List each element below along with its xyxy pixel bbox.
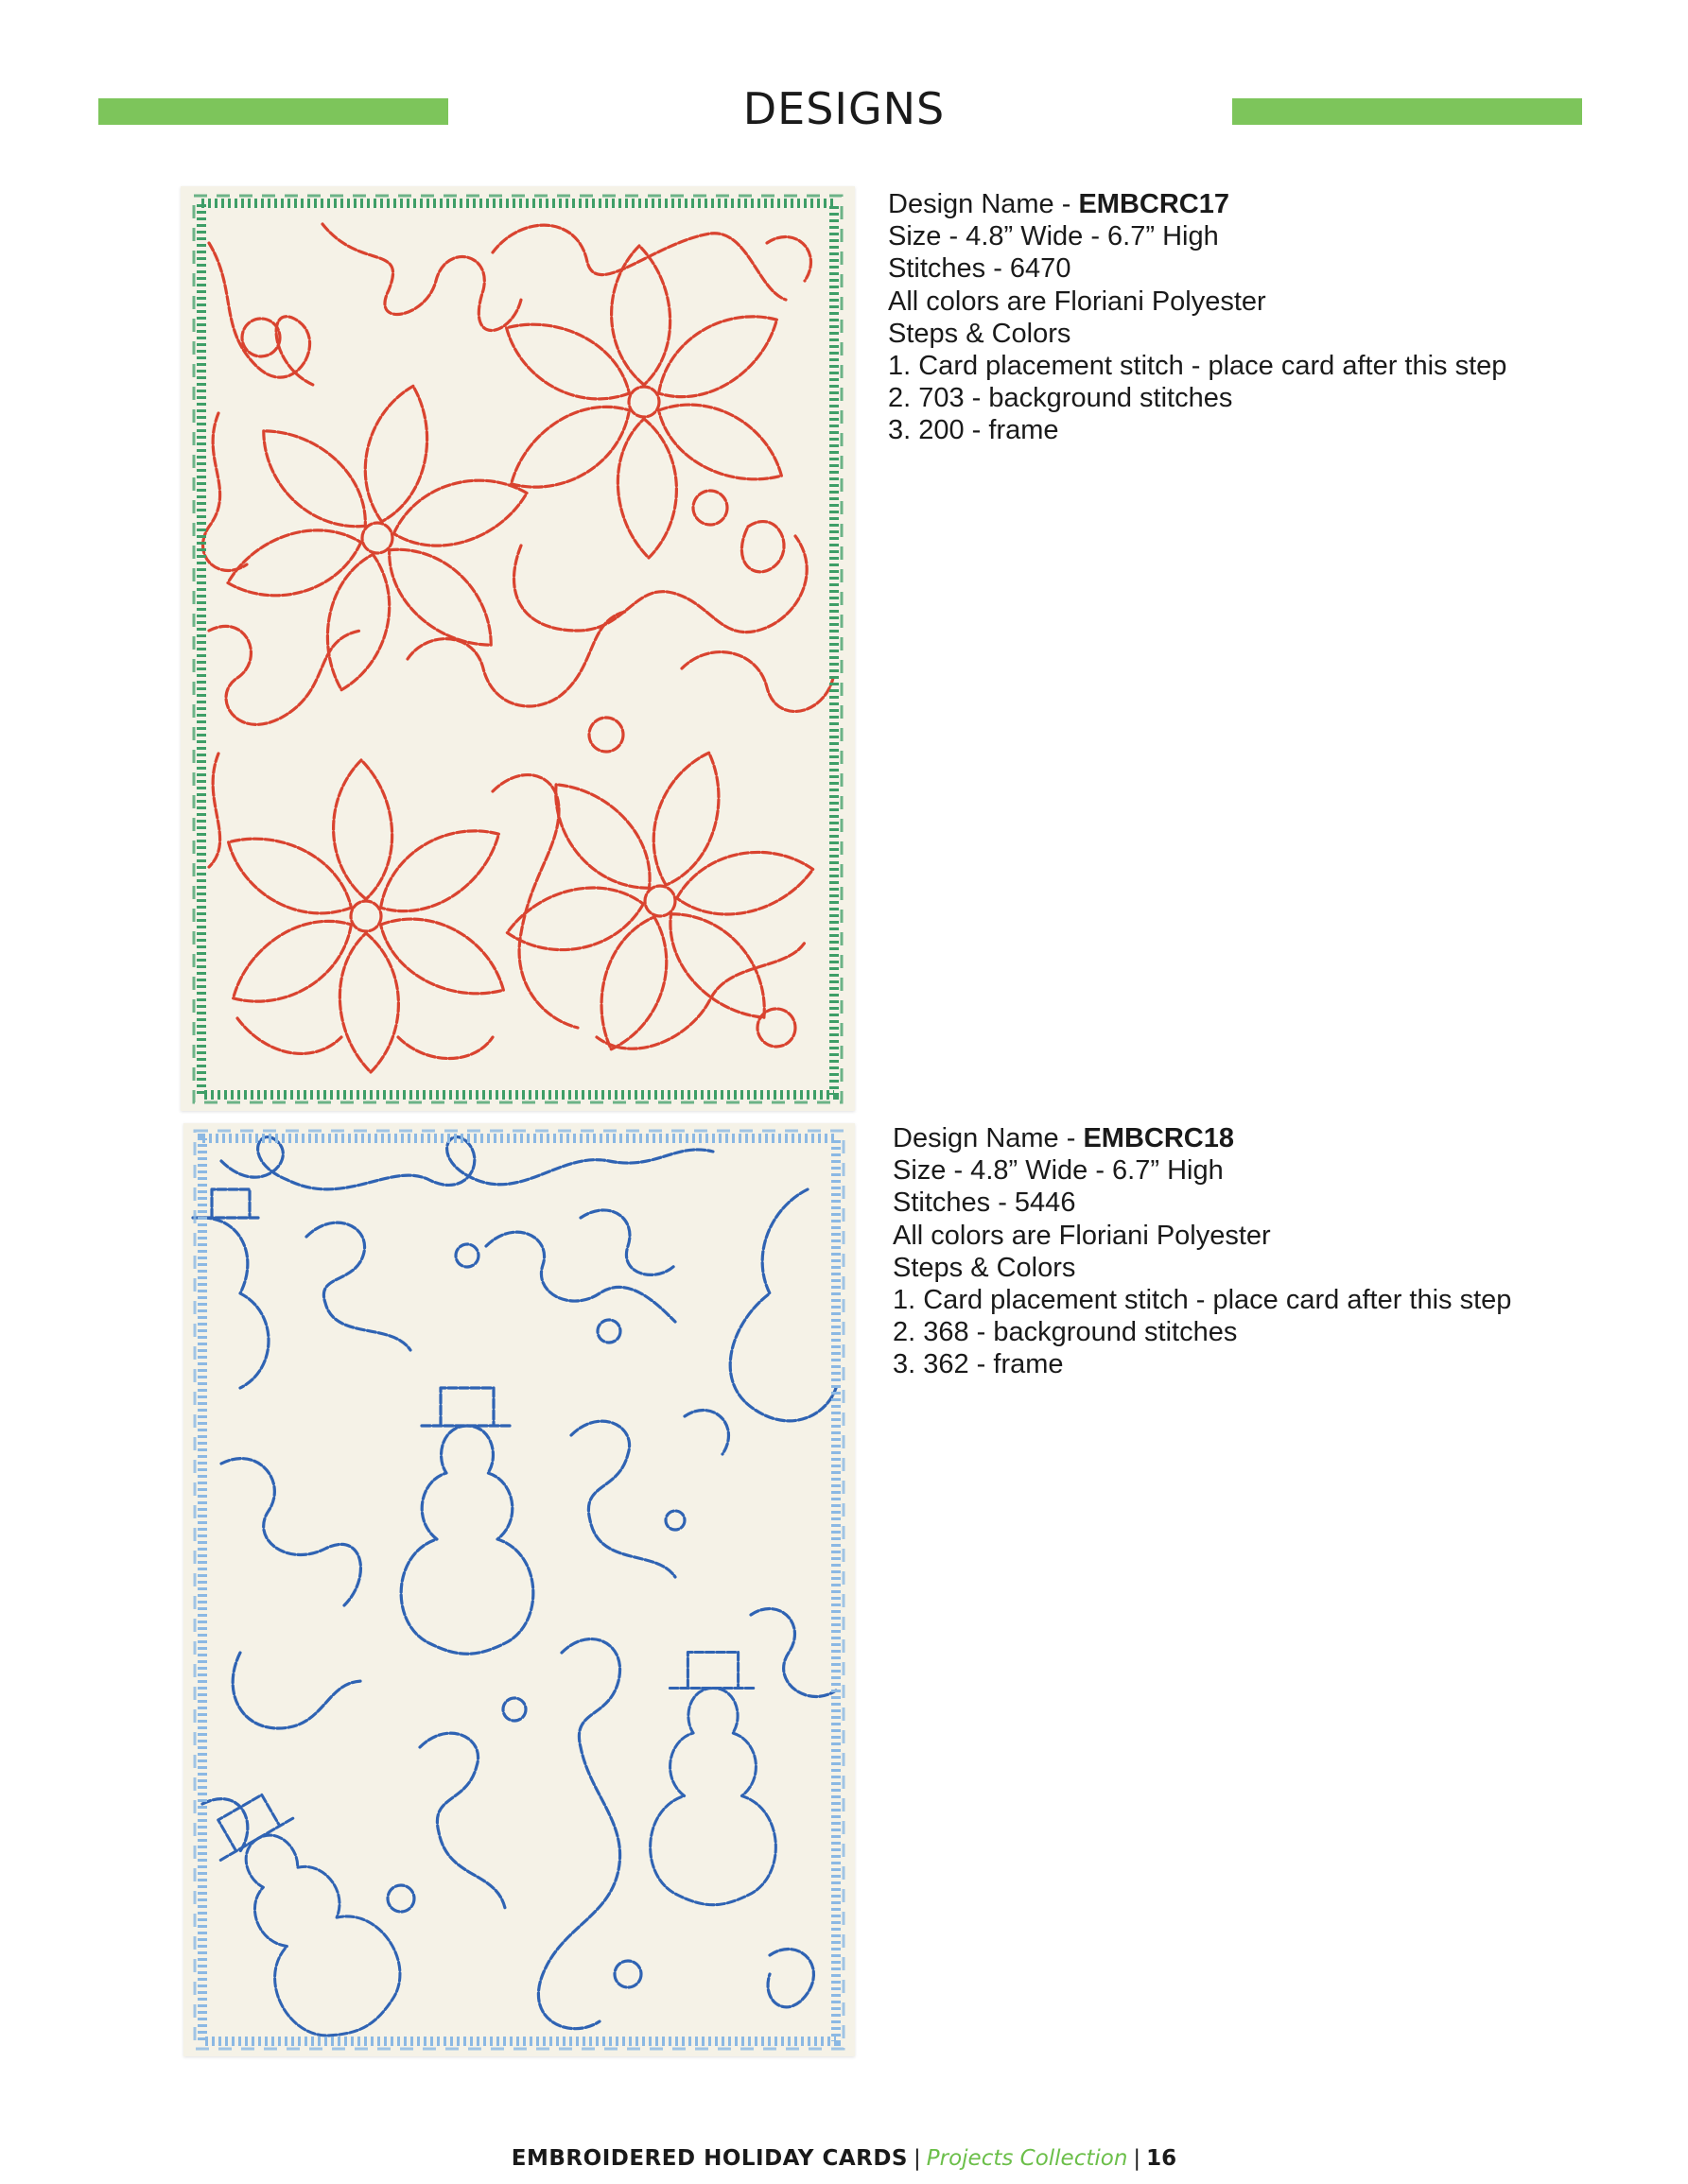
footer-separator: |	[1133, 2146, 1141, 2171]
page-footer	[0, 2146, 1688, 2171]
design-stitches: Stitches - 5446	[893, 1187, 1076, 1219]
page-title: DESIGNS	[742, 83, 946, 134]
step-item: 3. 200 - frame	[888, 415, 1059, 446]
design-name-line: Design Name - EMBCRC18	[893, 1123, 1234, 1153]
design-info-embcrc17	[888, 188, 1506, 447]
step-item: 3. 362 - frame	[893, 1349, 1064, 1380]
design-image-poinsettia-card	[181, 186, 855, 1111]
design-stitches: Stitches - 6470	[888, 253, 1071, 285]
design-image-snowman-card	[183, 1123, 855, 2056]
step-item: 2. 703 - background stitches	[888, 383, 1233, 414]
design-size: Size - 4.8” Wide - 6.7” High	[893, 1155, 1224, 1187]
thread-note: All colors are Floriani Polyester	[888, 286, 1266, 317]
steps-heading: Steps & Colors	[893, 1252, 1076, 1283]
step-item: 1. Card placement stitch - place card after this step	[888, 351, 1507, 382]
thread-note: All colors are Floriani Polyester	[893, 1220, 1271, 1251]
design-name: EMBCRC17	[1078, 189, 1229, 219]
design-name-line: Design Name - EMBCRC17	[888, 189, 1229, 219]
step-item: 2. 368 - background stitches	[893, 1317, 1238, 1348]
footer-brand: EMBROIDERED HOLIDAY CARDS	[511, 2146, 908, 2171]
footer-separator: |	[914, 2146, 921, 2171]
step-item: 1. Card placement stitch - place card after this step	[893, 1285, 1512, 1316]
design-size: Size - 4.8” Wide - 6.7” High	[888, 221, 1219, 252]
design-info-embcrc18	[893, 1122, 1511, 1381]
poinsettia-embroidery-illustration	[181, 186, 855, 1111]
steps-heading: Steps & Colors	[888, 318, 1071, 349]
design-name: EMBCRC18	[1083, 1123, 1234, 1153]
snowman-embroidery-illustration	[183, 1123, 855, 2056]
page-number: 16	[1146, 2146, 1177, 2171]
footer-collection: Projects Collection	[926, 2146, 1128, 2171]
